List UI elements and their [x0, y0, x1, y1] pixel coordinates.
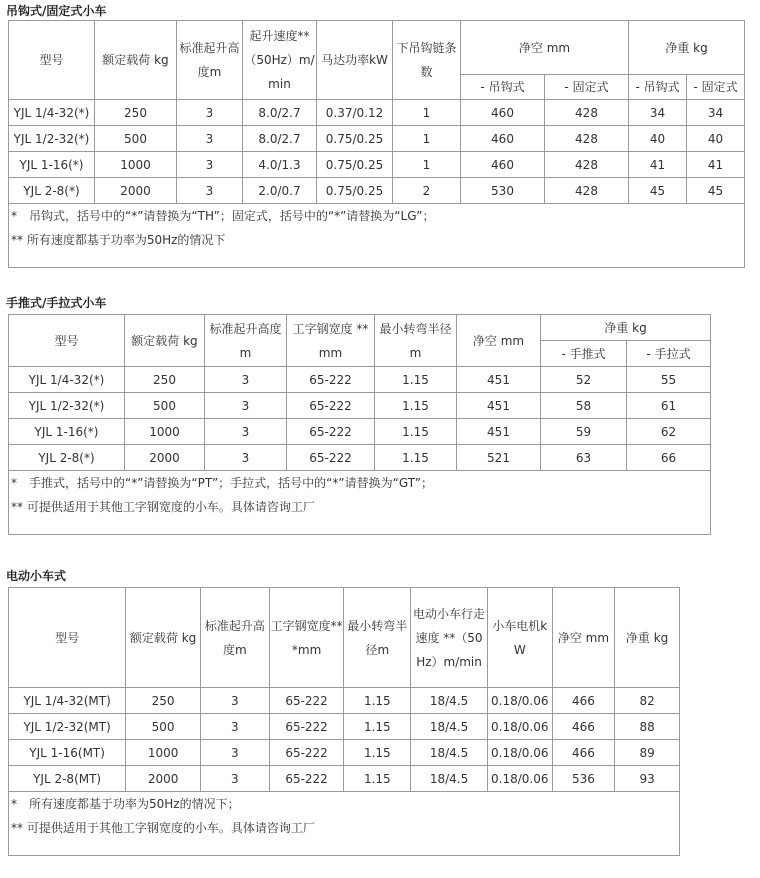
value-cell: 1000	[95, 152, 177, 178]
push-pull-table	[8, 314, 711, 535]
model-cell: YJL 1/4-32(*)	[9, 100, 95, 126]
header-weight: 净重 kg	[629, 21, 745, 75]
value-cell: 1	[393, 152, 461, 178]
value-cell: 65-222	[287, 393, 375, 419]
table-row	[9, 445, 711, 471]
model-cell: YJL 2-8(*)	[9, 445, 125, 471]
value-cell: 3	[177, 126, 243, 152]
value-cell: 460	[461, 126, 545, 152]
value-cell: 451	[457, 393, 541, 419]
value-cell: 4.0/1.3	[243, 152, 317, 178]
value-cell: 3	[205, 419, 287, 445]
table-row	[9, 688, 680, 714]
table-row	[9, 714, 680, 740]
value-cell: 61	[627, 393, 711, 419]
table-row	[9, 766, 680, 792]
value-cell: 34	[687, 100, 745, 126]
header-chain: 下吊钩链条数	[393, 21, 461, 100]
value-cell: 1.15	[344, 714, 411, 740]
model-cell: YJL 1/2-32(*)	[9, 393, 125, 419]
notes-cell	[9, 792, 680, 856]
section-title-hook-fixed: 吊钩式/固定式小车	[6, 4, 107, 18]
value-cell: 0.75/0.25	[317, 152, 393, 178]
value-cell: 530	[461, 178, 545, 204]
value-cell: 500	[126, 714, 201, 740]
header-clearance: 净空 mm	[461, 21, 629, 75]
value-cell: 536	[552, 766, 615, 792]
model-cell: YJL 1/2-32(MT)	[9, 714, 126, 740]
value-cell: 1.15	[344, 766, 411, 792]
value-cell: 66	[627, 445, 711, 471]
value-cell: 3	[205, 393, 287, 419]
value-cell: 428	[545, 178, 629, 204]
subheader-hook-weight: - 吊钩式	[629, 75, 687, 100]
value-cell: 45	[687, 178, 745, 204]
value-cell: 1.15	[344, 688, 411, 714]
value-cell: 41	[629, 152, 687, 178]
value-cell: 500	[125, 393, 205, 419]
header-model: 型号	[9, 21, 95, 100]
header-speed: 起升速度**（50Hz）m/min	[243, 21, 317, 100]
footnote: ** 所有速度都基于功率为50Hz的情况下	[11, 233, 226, 247]
footnote: ** 可提供适用于其他工字钢宽度的小车。具体请咨询工厂	[11, 821, 315, 835]
notes-cell	[9, 204, 745, 268]
model-cell: YJL 1/4-32(*)	[9, 367, 125, 393]
header-clearance: 净空 mm	[552, 588, 615, 688]
header-turn-radius: 最小转弯半径m	[375, 315, 457, 367]
table-row	[9, 178, 745, 204]
value-cell: 428	[545, 126, 629, 152]
header-beam-width: 工字钢宽度 **mm	[287, 315, 375, 367]
subheader-fixed-weight: - 固定式	[687, 75, 745, 100]
value-cell: 89	[615, 740, 680, 766]
value-cell: 451	[457, 367, 541, 393]
subheader-hook: - 吊钩式	[461, 75, 545, 100]
value-cell: 65-222	[287, 445, 375, 471]
value-cell: 18/4.5	[411, 714, 488, 740]
value-cell: 3	[200, 688, 269, 714]
value-cell: 466	[552, 688, 615, 714]
value-cell: 63	[541, 445, 627, 471]
value-cell: 3	[200, 766, 269, 792]
value-cell: 59	[541, 419, 627, 445]
table-row	[9, 419, 711, 445]
value-cell: 0.75/0.25	[317, 126, 393, 152]
value-cell: 3	[177, 178, 243, 204]
value-cell: 460	[461, 100, 545, 126]
value-cell: 3	[205, 445, 287, 471]
table-row	[9, 367, 711, 393]
value-cell: 0.37/0.12	[317, 100, 393, 126]
footnote: * 吊钩式，括号中的“*”请替换为“TH”；固定式，括号中的“*”请替换为“LG”；	[11, 209, 435, 223]
header-weight: 净重 kg	[615, 588, 680, 688]
header-lift: 标准起升高度m	[177, 21, 243, 100]
value-cell: 65-222	[287, 419, 375, 445]
value-cell: 460	[461, 152, 545, 178]
value-cell: 18/4.5	[411, 688, 488, 714]
value-cell: 500	[95, 126, 177, 152]
value-cell: 45	[629, 178, 687, 204]
value-cell: 0.18/0.06	[487, 740, 552, 766]
value-cell: 521	[457, 445, 541, 471]
value-cell: 8.0/2.7	[243, 126, 317, 152]
footnote: ** 可提供适用于其他工字钢宽度的小车。具体请咨询工厂	[11, 500, 315, 514]
model-cell: YJL 1-16(*)	[9, 152, 95, 178]
value-cell: 1.15	[375, 419, 457, 445]
value-cell: 65-222	[269, 766, 344, 792]
value-cell: 8.0/2.7	[243, 100, 317, 126]
value-cell: 466	[552, 714, 615, 740]
value-cell: 65-222	[269, 688, 344, 714]
value-cell: 65-222	[287, 367, 375, 393]
model-cell: YJL 1/4-32(MT)	[9, 688, 126, 714]
value-cell: 3	[205, 367, 287, 393]
value-cell: 2000	[125, 445, 205, 471]
header-load: 额定载荷 kg	[126, 588, 201, 688]
value-cell: 0.18/0.06	[487, 766, 552, 792]
value-cell: 428	[545, 100, 629, 126]
value-cell: 0.18/0.06	[487, 714, 552, 740]
value-cell: 1.15	[344, 740, 411, 766]
subheader-fixed: - 固定式	[545, 75, 629, 100]
model-cell: YJL 1-16(*)	[9, 419, 125, 445]
value-cell: 18/4.5	[411, 766, 488, 792]
hook-fixed-table	[8, 20, 745, 268]
value-cell: 0.75/0.25	[317, 178, 393, 204]
value-cell: 250	[126, 688, 201, 714]
header-lift: 标准起升高度m	[205, 315, 287, 367]
value-cell: 41	[687, 152, 745, 178]
value-cell: 40	[687, 126, 745, 152]
value-cell: 40	[629, 126, 687, 152]
value-cell: 2.0/0.7	[243, 178, 317, 204]
header-model: 型号	[9, 588, 126, 688]
value-cell: 65-222	[269, 740, 344, 766]
electric-trolley-table	[8, 587, 680, 856]
header-power: 马达功率kW	[317, 21, 393, 100]
value-cell: 52	[541, 367, 627, 393]
value-cell: 2000	[95, 178, 177, 204]
value-cell: 18/4.5	[411, 740, 488, 766]
table-row	[9, 393, 711, 419]
value-cell: 250	[125, 367, 205, 393]
value-cell: 250	[95, 100, 177, 126]
header-beam-width: 工字钢宽度***mm	[269, 588, 344, 688]
value-cell: 62	[627, 419, 711, 445]
value-cell: 0.18/0.06	[487, 688, 552, 714]
model-cell: YJL 2-8(MT)	[9, 766, 126, 792]
notes-cell	[9, 471, 711, 535]
value-cell: 65-222	[269, 714, 344, 740]
value-cell: 2	[393, 178, 461, 204]
subheader-push: - 手推式	[541, 341, 627, 367]
value-cell: 466	[552, 740, 615, 766]
value-cell: 3	[200, 740, 269, 766]
value-cell: 451	[457, 419, 541, 445]
model-cell: YJL 1-16(MT)	[9, 740, 126, 766]
model-cell: YJL 2-8(*)	[9, 178, 95, 204]
table-row	[9, 100, 745, 126]
header-motor: 小车电机kW	[487, 588, 552, 688]
table-row	[9, 152, 745, 178]
footnote: * 所有速度都基于功率为50Hz的情况下；	[11, 797, 240, 811]
value-cell: 3	[200, 714, 269, 740]
value-cell: 1.15	[375, 393, 457, 419]
section-title-push-pull: 手推式/手拉式小车	[6, 296, 107, 310]
value-cell: 58	[541, 393, 627, 419]
value-cell: 1	[393, 100, 461, 126]
value-cell: 1	[393, 126, 461, 152]
header-weight: 净重 kg	[541, 315, 711, 341]
header-clearance: 净空 mm	[457, 315, 541, 367]
model-cell: YJL 1/2-32(*)	[9, 126, 95, 152]
header-lift: 标准起升高度m	[200, 588, 269, 688]
header-travel-speed: 电动小车行走速度 **（50Hz）m/min	[411, 588, 488, 688]
value-cell: 3	[177, 152, 243, 178]
value-cell: 3	[177, 100, 243, 126]
header-model: 型号	[9, 315, 125, 367]
table-row	[9, 126, 745, 152]
value-cell: 1.15	[375, 445, 457, 471]
value-cell: 82	[615, 688, 680, 714]
value-cell: 88	[615, 714, 680, 740]
value-cell: 1000	[126, 740, 201, 766]
value-cell: 1.15	[375, 367, 457, 393]
subheader-pull: - 手拉式	[627, 341, 711, 367]
value-cell: 93	[615, 766, 680, 792]
value-cell: 1000	[125, 419, 205, 445]
value-cell: 2000	[126, 766, 201, 792]
table-row	[9, 740, 680, 766]
header-turn-radius: 最小转弯半径m	[344, 588, 411, 688]
value-cell: 55	[627, 367, 711, 393]
header-load: 额定载荷 kg	[95, 21, 177, 100]
section-title-electric: 电动小车式	[6, 569, 67, 583]
header-load: 额定载荷 kg	[125, 315, 205, 367]
value-cell: 428	[545, 152, 629, 178]
footnote: * 手推式，括号中的“*”请替换为“PT”；手拉式，括号中的“*”请替换为“GT”；	[11, 476, 433, 490]
value-cell: 34	[629, 100, 687, 126]
